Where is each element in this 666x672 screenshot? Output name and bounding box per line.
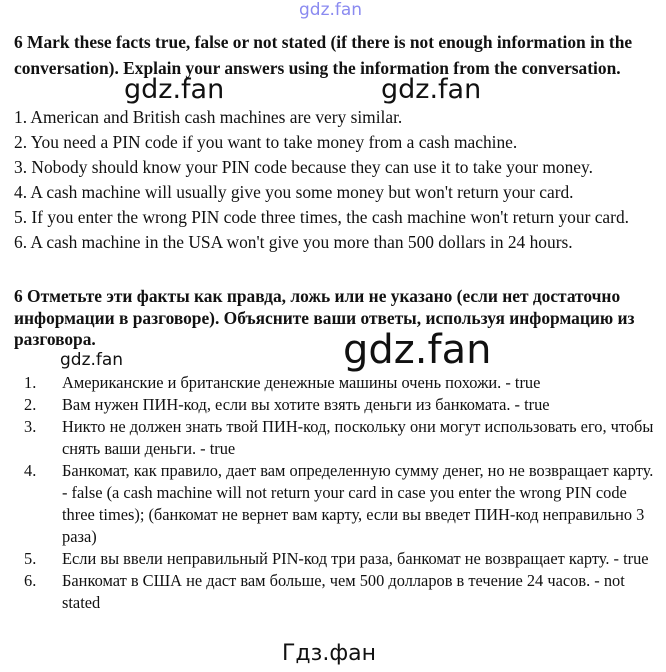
answer-number: 3.	[24, 417, 37, 436]
answer-item-6	[14, 570, 654, 614]
watermark-small: gdz.fan	[60, 350, 124, 370]
answer-item-4	[14, 460, 654, 548]
fact-item-2: 2. You need a PIN code if you want to take money from a cash machine.	[14, 132, 518, 152]
answers-list	[14, 372, 654, 614]
answer-item-2	[14, 394, 654, 416]
answer-number: 5.	[24, 549, 37, 568]
task-heading-ru: 6 Отметьте эти факты как правда, ложь или не указано (если нет достаточно информации в разговоре). Объясните ваши ответы, используя информацию из разговора.	[14, 286, 635, 349]
answer-text: Банкомат, как правило, дает вам определенную сумму денег, но не возвращает карту. - false (a cash machine will not return your card in case you enter the wrong PIN code three times); (банкомат не вернет вам карту, если вы введет ПИН-код неправильно 3 раза)	[62, 461, 654, 546]
fact-item-4: 4. A cash machine will usually give you some money but won't return your card.	[14, 182, 574, 202]
answer-number: 4.	[24, 461, 37, 480]
answer-text: Никто не должен знать твой ПИН-код, поскольку они могут использовать его, чтобы снять ваши деньги. - true	[62, 417, 654, 458]
facts-list-en	[14, 105, 658, 255]
answer-text: Если вы ввели неправильный PIN-код три раза, банкомат не возвращает карту. - true	[62, 549, 649, 568]
answer-item-5	[14, 548, 654, 570]
watermark-mid-right: gdz.fan	[381, 74, 482, 105]
answer-item-3	[14, 416, 654, 460]
answer-text: Банкомат в США не даст вам больше, чем 500 долларов в течение 24 часов. - not stated	[62, 571, 625, 612]
answer-number: 6.	[24, 571, 37, 590]
task-heading-en: 6 Mark these facts true, false or not stated (if there is not enough information in the conversation). Explain your answers using the information from the conversation.	[14, 32, 633, 78]
watermark-bottom: Гдз.фан	[282, 641, 376, 666]
answer-text: Американские и британские денежные машины очень похожи. - true	[62, 373, 541, 392]
answer-number: 1.	[24, 373, 37, 392]
answer-item-1	[14, 372, 654, 394]
fact-item-3: 3. Nobody should know your PIN code because they can use it to take your money.	[14, 157, 593, 177]
watermark-top: gdz.fan	[299, 0, 363, 20]
watermark-large: gdz.fan	[343, 327, 492, 373]
answer-number: 2.	[24, 395, 37, 414]
answer-text: Вам нужен ПИН-код, если вы хотите взять деньги из банкомата. - true	[62, 395, 550, 414]
watermark-mid-left: gdz.fan	[124, 74, 225, 105]
fact-item-5: 5. If you enter the wrong PIN code three times, the cash machine won't return your card.	[14, 207, 629, 227]
fact-item-6: 6. A cash machine in the USA won't give you more than 500 dollars in 24 hours.	[14, 232, 573, 252]
fact-item-1: 1. American and British cash machines are very similar.	[14, 107, 403, 127]
